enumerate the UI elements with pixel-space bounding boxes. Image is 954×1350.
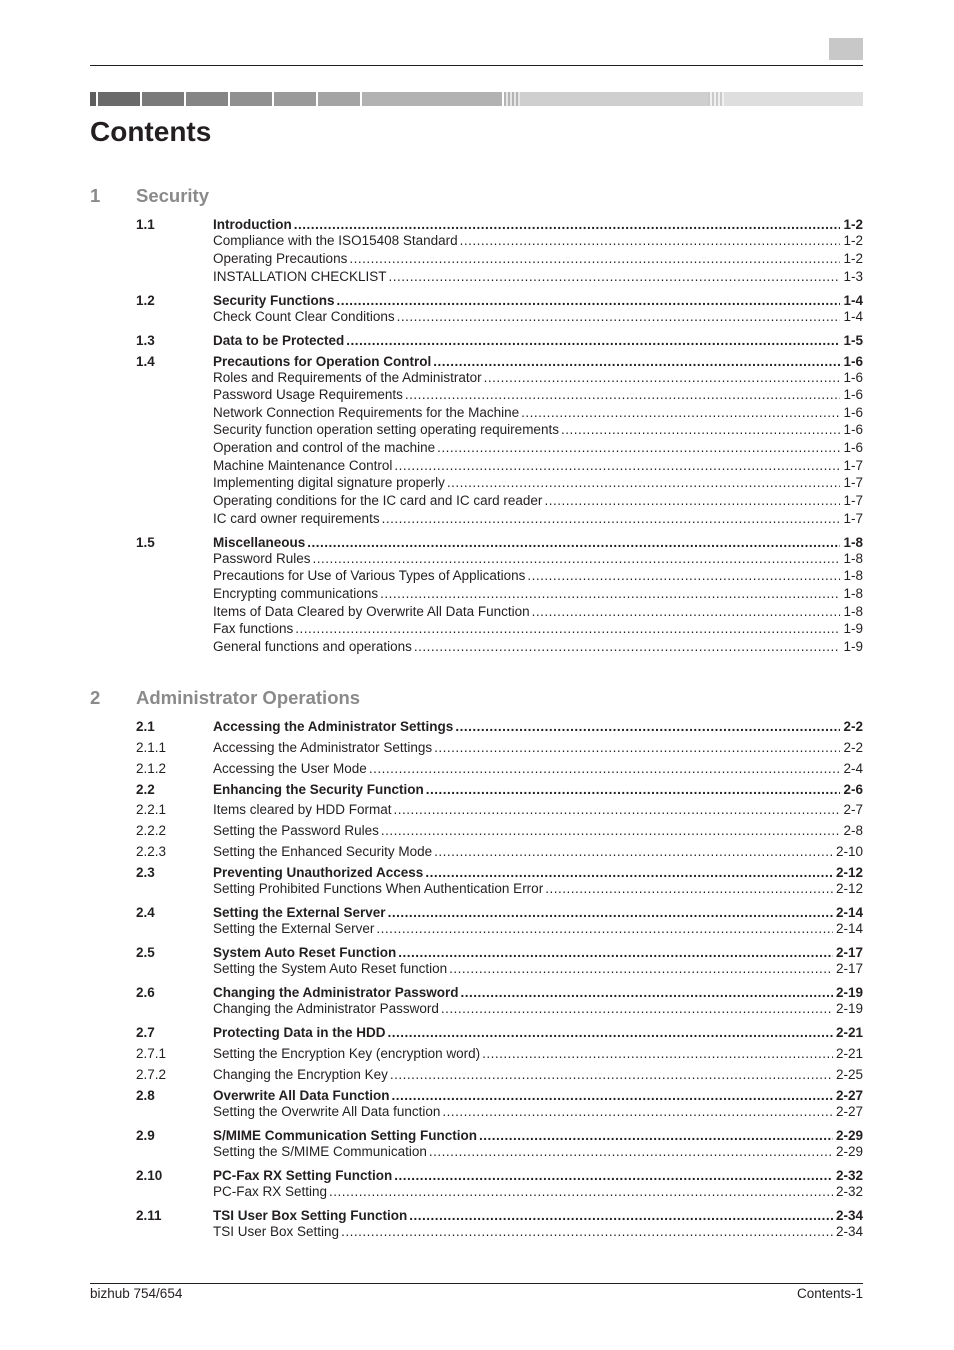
dot-leader [388,1024,833,1042]
header-rule [90,65,863,66]
entry-page-number: 2-12 [835,881,863,896]
deco-segment [274,92,316,106]
entry-number: 2.4 [136,905,155,920]
entry-title: Changing the Administrator Password [213,1001,439,1016]
entry-page-number: 2-8 [843,823,863,838]
entry-title: Overwrite All Data Function [213,1088,390,1103]
dot-leader [341,1223,833,1241]
entry-page-number: 2-10 [835,844,863,859]
dot-leader [482,1045,833,1063]
entry-title: PC-Fax RX Setting [213,1184,328,1199]
toc-subentry[interactable] [136,250,863,268]
footer-page-number: Contents-1 [796,1286,863,1301]
entry-number: 1.3 [136,333,155,348]
entry-number: 1.4 [136,354,155,369]
dot-leader [349,250,840,268]
toc-subentry[interactable] [136,1143,863,1161]
toc-subentry[interactable] [136,232,863,250]
dot-leader [394,457,840,475]
entry-title: TSI User Box Setting Function [213,1208,408,1223]
entry-title: Setting the Overwrite All Data function [213,1104,441,1119]
dot-leader [389,268,841,286]
entry-number: 2.2.1 [136,802,167,817]
header-decoration-bar [90,92,863,106]
deco-segment [504,92,520,106]
toc-subentry[interactable] [136,439,863,457]
dot-leader [447,474,841,492]
entry-page-number: 1-2 [843,251,863,266]
entry-page-number: 2-17 [835,945,863,960]
dot-leader [329,1183,833,1201]
entry-page-number: 2-2 [843,740,863,755]
entry-title: Data to be Protected [213,333,345,348]
dot-leader [376,920,833,938]
dot-leader [545,880,833,898]
entry-number: 2.1 [136,719,155,734]
entry-number: 1.2 [136,293,155,308]
entry-title: Accessing the User Mode [213,761,367,776]
dot-leader [441,1000,833,1018]
dot-leader [442,1103,833,1121]
dot-leader [426,781,841,799]
toc-subentry[interactable] [136,1066,863,1084]
dot-leader [397,308,841,326]
entry-page-number: 2-32 [835,1184,863,1199]
toc-subentry[interactable] [136,960,863,978]
dot-leader [346,332,840,350]
toc-subentry[interactable] [136,510,863,528]
entry-number: 2.2.2 [136,823,167,838]
footer-model: bizhub 754/654 [90,1286,183,1301]
entry-page-number: 1-9 [843,639,863,654]
toc-subentry[interactable] [136,801,863,819]
toc-subentry[interactable] [136,880,863,898]
deco-segment [362,92,502,106]
entry-number: 2.2 [136,782,155,797]
dot-leader [561,421,841,439]
dot-leader [527,567,840,585]
entry-title: Setting Prohibited Functions When Authentication Error [213,881,544,896]
entry-page-number: 1-8 [843,604,863,619]
toc-subentry[interactable] [136,843,863,861]
entry-title: Setting the External Server [213,905,386,920]
entry-number: 2.7.2 [136,1067,167,1082]
entry-page-number: 2-19 [835,1001,863,1016]
entry-title: Fax functions [213,621,294,636]
toc-subentry[interactable] [136,369,863,387]
entry-page-number: 1-6 [843,387,863,402]
toc-subentry[interactable] [136,1000,863,1018]
toc-subentry[interactable] [136,1223,863,1241]
toc-subentry[interactable] [136,822,863,840]
dot-leader [390,1066,833,1084]
entry-title: Check Count Clear Conditions [213,309,395,324]
entry-title: Compliance with the ISO15408 Standard [213,233,458,248]
entry-title: Setting the Enhanced Security Mode [213,844,433,859]
dot-leader [429,1143,833,1161]
entry-page-number: 1-8 [843,568,863,583]
entry-title: Accessing the Administrator Settings [213,719,454,734]
toc-subentry[interactable] [136,1045,863,1063]
entry-page-number: 1-5 [843,333,863,348]
toc-subentry[interactable] [136,550,863,568]
entry-page-number: 2-2 [843,719,863,734]
dot-leader [484,369,841,387]
deco-segment [520,92,708,106]
chapter-number: 2 [90,687,101,708]
deco-segment [724,92,863,106]
dot-leader [313,550,841,568]
entry-page-number: 1-9 [843,621,863,636]
entry-page-number: 2-29 [835,1144,863,1159]
entry-number: 1.1 [136,217,155,232]
entry-title: Changing the Encryption Key [213,1067,388,1082]
entry-number: 2.3 [136,865,155,880]
entry-title: IC card owner requirements [213,511,380,526]
toc-subentry[interactable] [136,638,863,656]
entry-page-number: 2-14 [835,905,863,920]
entry-page-number: 2-17 [835,961,863,976]
entry-title: Setting the Encryption Key (encryption word) [213,1046,481,1061]
entry-number: 2.9 [136,1128,155,1143]
entry-title: Encrypting communications [213,586,379,601]
entry-page-number: 1-8 [843,586,863,601]
toc-subentry[interactable] [136,474,863,492]
dot-leader [521,404,840,422]
entry-title: Operation and control of the machine [213,440,436,455]
entry-number: 2.5 [136,945,155,960]
entry-page-number: 2-32 [835,1168,863,1183]
entry-title: Implementing digital signature properly [213,475,445,490]
toc-subentry[interactable] [136,585,863,603]
page-corner-tab [829,38,863,60]
deco-segment [98,92,140,106]
entry-number: 2.7 [136,1025,155,1040]
entry-title: Changing the Administrator Password [213,985,459,1000]
entry-title: Setting the S/MIME Communication [213,1144,427,1159]
entry-title: S/MIME Communication Setting Function [213,1128,477,1143]
dot-leader [380,585,840,603]
entry-title: TSI User Box Setting [213,1224,340,1239]
page-title: Contents [90,116,212,147]
entry-page-number: 1-6 [843,440,863,455]
entry-page-number: 2-27 [835,1088,863,1103]
dot-leader [434,843,833,861]
entry-page-number: 1-7 [843,493,863,508]
entry-page-number: 1-4 [843,309,863,324]
toc-subentry[interactable] [136,492,863,510]
entry-number: 2.8 [136,1088,155,1103]
toc-subentry[interactable] [136,1183,863,1201]
toc-subentry[interactable] [136,760,863,778]
entry-page-number: 1-6 [843,422,863,437]
entry-title: Precautions for Use of Various Types of Applications [213,568,526,583]
entry-page-number: 2-6 [843,782,863,797]
toc-subentry[interactable] [136,920,863,938]
entry-title: Items cleared by HDD Format [213,802,392,817]
deco-segment [708,92,724,106]
toc-subentry[interactable] [136,739,863,757]
dot-leader [382,510,841,528]
entry-title: Password Usage Requirements [213,387,403,402]
entry-title: Security function operation setting operating requirements [213,422,559,437]
chapter-title: Administrator Operations [136,687,361,708]
dot-leader [437,439,840,457]
entry-page-number: 2-4 [843,761,863,776]
entry-title: Machine Maintenance Control [213,458,393,473]
footer-rule [90,1283,863,1284]
dot-leader [295,620,840,638]
deco-segment [142,92,184,106]
entry-title: Operating conditions for the IC card and IC card reader [213,493,543,508]
entry-title: Roles and Requirements of the Administrator [213,370,482,385]
chapter-number: 1 [90,185,101,206]
chapter-title: Security [136,185,210,206]
entry-page-number: 2-12 [835,865,863,880]
entry-page-number: 2-19 [835,985,863,1000]
dot-leader [460,232,841,250]
entry-page-number: 2-25 [835,1067,863,1082]
toc-section-entry[interactable] [136,718,863,736]
dot-leader [434,739,840,757]
entry-number: 2.11 [136,1208,162,1223]
entry-title: Security Functions [213,293,335,308]
deco-segment [230,92,272,106]
toc-section-entry[interactable] [136,332,863,350]
entry-title: Protecting Data in the HDD [213,1025,386,1040]
entry-number: 2.7.1 [136,1046,167,1061]
entry-page-number: 1-8 [843,551,863,566]
toc-subentry[interactable] [136,1103,863,1121]
entry-page-number: 2-7 [843,802,863,817]
entry-page-number: 2-14 [835,921,863,936]
entry-page-number: 2-34 [835,1208,863,1223]
entry-title: Network Connection Requirements for the Machine [213,405,520,420]
entry-title: Password Rules [213,551,311,566]
entry-page-number: 2-27 [835,1104,863,1119]
entry-title: PC-Fax RX Setting Function [213,1168,393,1183]
entry-number: 1.5 [136,535,155,550]
entry-page-number: 1-7 [843,475,863,490]
entry-page-number: 1-6 [843,354,863,369]
toc-subentry[interactable] [136,457,863,475]
toc-subentry[interactable] [136,421,863,439]
entry-title: Setting the External Server [213,921,375,936]
entry-title: Setting the Password Rules [213,823,379,838]
entry-title: Enhancing the Security Function [213,782,424,797]
entry-title: Introduction [213,217,292,232]
entry-page-number: 2-34 [835,1224,863,1239]
toc-subentry[interactable] [136,620,863,638]
entry-title: Preventing Unauthorized Access [213,865,424,880]
entry-number: 2.10 [136,1168,163,1183]
entry-number: 2.6 [136,985,155,1000]
entry-page-number: 1-6 [843,405,863,420]
entry-page-number: 1-3 [843,269,863,284]
dot-leader [455,718,840,736]
dot-leader [394,801,841,819]
dot-leader [369,760,841,778]
entry-title: General functions and operations [213,639,412,654]
entry-number: 2.1.1 [136,740,167,755]
entry-title: Setting the System Auto Reset function [213,961,448,976]
dot-leader [544,492,840,510]
entry-title: Operating Precautions [213,251,348,266]
toc-subentry[interactable] [136,603,863,621]
entry-title: Precautions for Operation Control [213,354,432,369]
toc-section-entry[interactable] [136,1024,863,1042]
entry-title: System Auto Reset Function [213,945,397,960]
toc-subentry[interactable] [136,567,863,585]
entry-title: Accessing the Administrator Settings [213,740,433,755]
deco-segment [318,92,360,106]
dot-leader [405,386,841,404]
entry-number: 2.1.2 [136,761,167,776]
entry-page-number: 1-6 [843,370,863,385]
entry-page-number: 1-2 [843,217,863,232]
deco-segment [186,92,228,106]
toc-subentry[interactable] [136,308,863,326]
toc-subentry[interactable] [136,404,863,422]
entry-number: 2.2.3 [136,844,167,859]
dot-leader [532,603,841,621]
entry-title: INSTALLATION CHECKLIST [213,269,387,284]
toc-section-entry[interactable] [136,781,863,799]
entry-title: Miscellaneous [213,535,306,550]
dot-leader [414,638,841,656]
deco-segment [90,92,96,106]
toc-subentry[interactable] [136,268,863,286]
dot-leader [381,822,841,840]
entry-page-number: 1-7 [843,511,863,526]
dot-leader [449,960,833,978]
entry-page-number: 1-8 [843,535,863,550]
entry-title: Items of Data Cleared by Overwrite All Data Function [213,604,530,619]
entry-page-number: 2-21 [835,1046,863,1061]
toc-subentry[interactable] [136,386,863,404]
entry-page-number: 1-7 [843,458,863,473]
entry-page-number: 1-4 [843,293,863,308]
entry-page-number: 2-29 [835,1128,863,1143]
entry-page-number: 1-2 [843,233,863,248]
entry-page-number: 2-21 [835,1025,863,1040]
